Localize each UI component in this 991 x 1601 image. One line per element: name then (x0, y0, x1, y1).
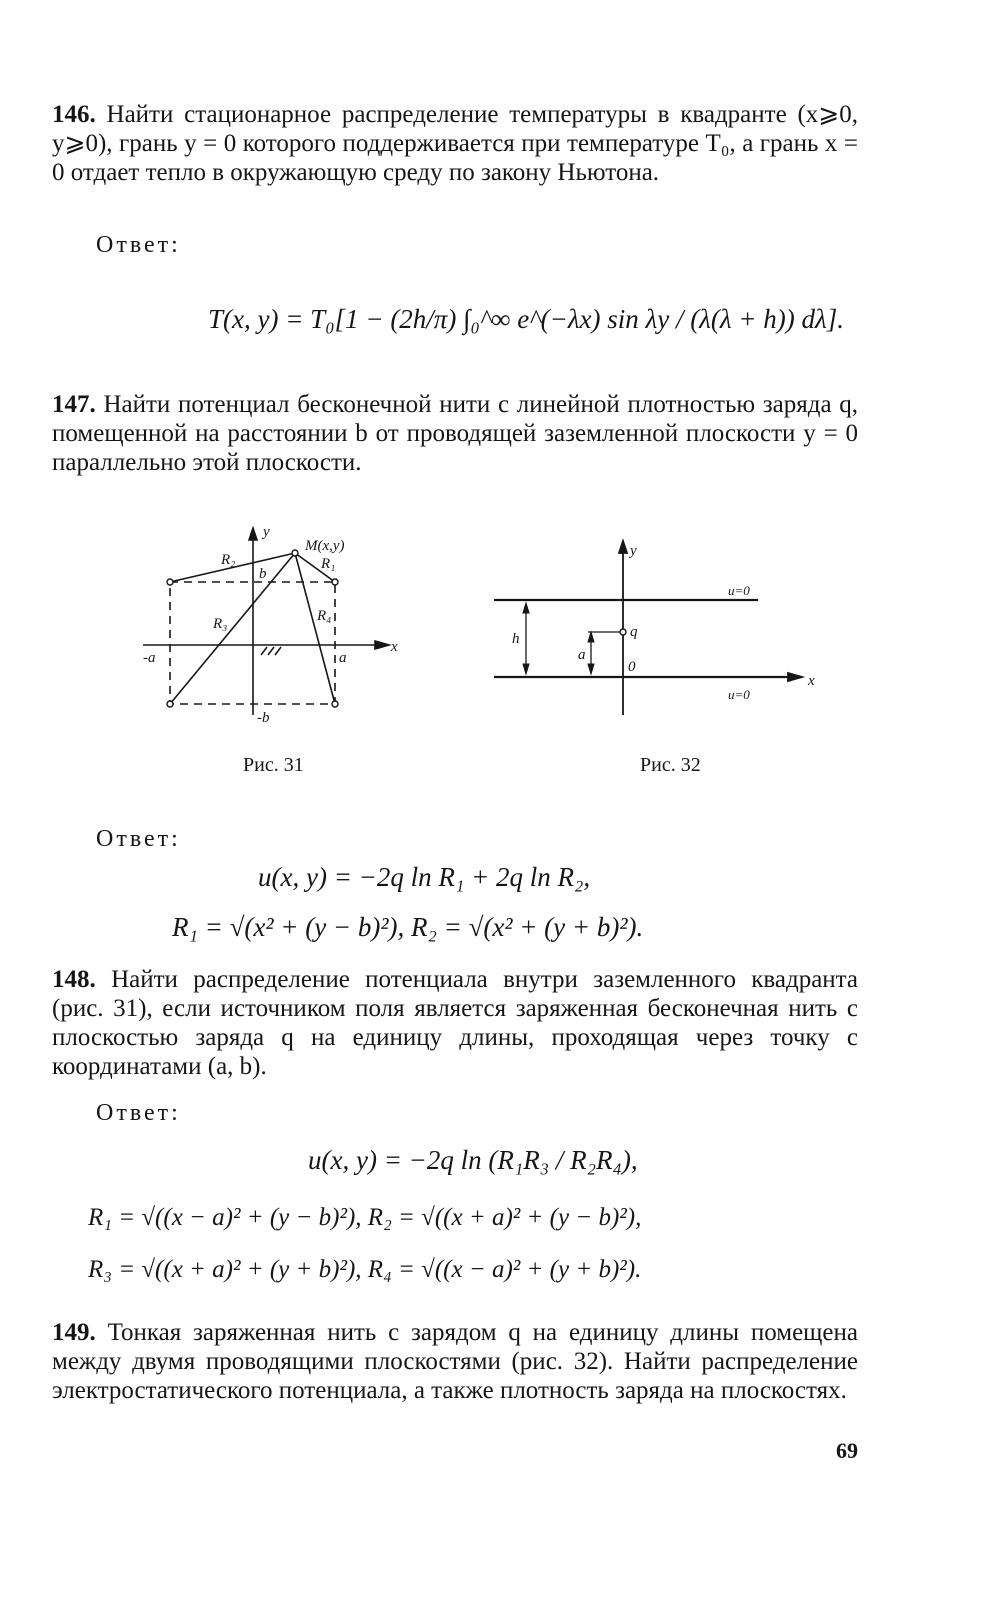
fig31-hatch (268, 647, 274, 655)
fig32-label-h: h (512, 631, 520, 647)
fig32-label-origin: 0 (628, 659, 636, 675)
formula-148-1: u(x, y) = −2q ln (R₁R₃ / R₂R₄), (308, 1145, 638, 1175)
fig31-label-x: x (391, 639, 398, 655)
problem-statement: Найти стационарное распределение температуры в квадранте (x⩾0, y⩾0), грань y = 0 которого поддерживается при температуре T₀, а грань x = 0 отдает тепло в окружающую среду по закону Ньютона. (52, 101, 858, 186)
fig31-R4-line (295, 553, 335, 704)
fig31-point (167, 579, 173, 585)
fig32-x-arrow (788, 673, 802, 681)
fig32-y-arrow (619, 541, 627, 553)
answer-label-148: Ответ: (96, 1100, 181, 1126)
problem-number: 149. (52, 1319, 96, 1346)
fig31-label-y: y (263, 524, 270, 540)
fig31-R3-line (170, 553, 295, 704)
fig32-charge-q (620, 629, 626, 635)
fig32-caption: Рис. 32 (640, 754, 701, 776)
fig31-caption: Рис. 31 (243, 754, 304, 776)
figure-32 (488, 535, 838, 725)
problem-149-text (52, 1318, 858, 1405)
problem-number: 147. (52, 391, 96, 418)
formula-148-2: R₁ = √((x − a)² + (y − b)²), R₂ = √((x + a)² + (y − b)²), (88, 1204, 642, 1231)
formula-146: T(x, y) = T₀[1 − (2h/π) ∫₀^∞ e^(−λx) sin λy / (λ(λ + h)) dλ]. (208, 304, 844, 334)
problem-statement: Найти потенциал бесконечной нити с линейной плотностью заряда q, помещенной на расстоянии b от проводящей заземленной плоскости y = 0 параллельно этой плоскости. (52, 391, 859, 476)
formula-147-1: u(x, y) = −2q ln R₁ + 2q ln R₂, (258, 862, 591, 892)
fig31-x-arrow (375, 641, 389, 649)
formula-148-3: R₃ = √((x + a)² + (y + b)²), R₄ = √((x − a)² + (y + b)²). (88, 1256, 642, 1283)
problem-statement: Тонкая заряженная нить с зарядом q на единицу длины помещена между двумя проводящими плоскостями (рис. 32). Найти распределение электростатического потенциала, а также плотность заряда на плоскостях. (52, 1319, 858, 1404)
fig32-label-q: q (630, 624, 638, 640)
fig32-label-x: x (808, 673, 815, 689)
fig31-label-R3: R₃ (213, 616, 228, 632)
answer-label-146: Ответ: (96, 232, 181, 258)
fig31-label-R4: R₄ (317, 608, 332, 624)
fig31-point (332, 579, 338, 585)
fig31-label-M: M(x,y) (305, 538, 345, 554)
fig31-label-b: b (259, 566, 267, 582)
fig31-label-R2: R₂ (221, 552, 236, 568)
fig32-label-y: y (630, 543, 637, 559)
fig31-label-minus-b: -b (257, 710, 270, 726)
problem-147-text (52, 390, 858, 477)
fig31-point (332, 701, 338, 707)
fig32-label-a: a (578, 647, 586, 663)
fig32-label-u-top: u=0 (728, 583, 750, 598)
fig31-label-R1: R₁ (321, 556, 336, 572)
problem-146-text (52, 100, 858, 187)
figure-31 (125, 520, 415, 740)
problem-148-text (52, 965, 858, 1081)
fig31-hatch (275, 647, 281, 655)
formula-147-2: R₁ = √(x² + (y − b)²), R₂ = √(x² + (y + b)²). (172, 912, 644, 942)
problem-number: 146. (52, 101, 96, 128)
fig31-hatch (261, 647, 267, 655)
page-number: 69 (836, 1438, 858, 1463)
problem-statement: Найти распределение потенциала внутри заземленного квадранта (рис. 31), если источником поля является заряженная бесконечная нить с плоскостью заряда q на единицу длины, проходящая через точку с координатами (a, b). (52, 966, 859, 1080)
fig32-label-u-bottom: u=0 (728, 687, 750, 702)
problem-number: 148. (52, 966, 96, 993)
fig31-point-M (292, 550, 298, 556)
answer-label-147: Ответ: (96, 826, 181, 852)
fig31-y-arrow (249, 528, 257, 540)
fig31-label-minus-a: -a (143, 650, 156, 666)
fig31-label-a: a (339, 650, 347, 666)
fig31-point (167, 701, 173, 707)
